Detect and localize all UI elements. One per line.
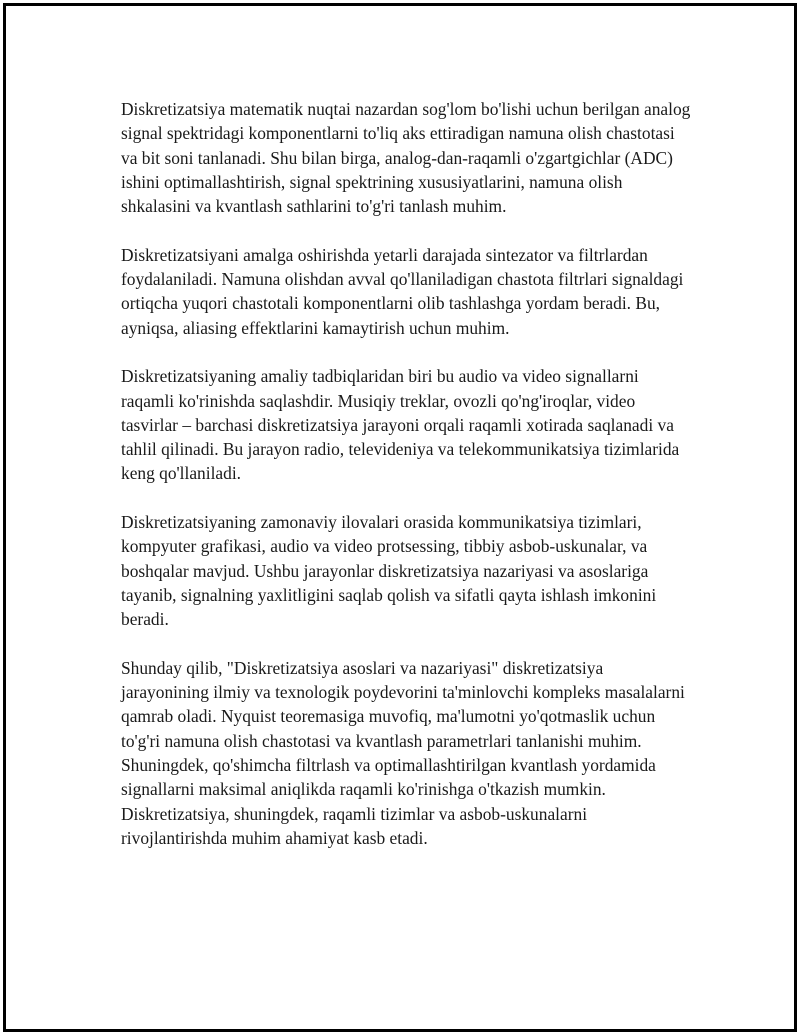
paragraph-2: Diskretizatsiyani amalga oshirishda yetarli darajada sintezator va filtrlardan foydalaniladi. Namuna olishdan avval qo'llaniladigan chastota filtrlari signaldagi ortiqcha yuqori chastotali komponentlarni olib tashlashga yordam beradi. Bu, ayniqsa, aliasing effektlarini kamaytirish uchun muhim. [121, 244, 684, 338]
paragraph-4: Diskretizatsiyaning zamonaviy ilovalari orasida kommunikatsiya tizimlari, kompyuter grafikasi, audio va video protsessing, tibbiy asbob-uskunalar, va boshqalar mavjud. Ushbu jarayonlar diskretizatsiya nazariyasi va asoslariga tayanib, signalning yaxlitligini saqlab qolish va sifatli qayta ishlash imkonini beradi. [121, 512, 657, 630]
document-body [121, 97, 691, 875]
paragraph-1: Diskretizatsiya matematik nuqtai nazardan sog'lom bo'lishi uchun berilgan analog signal spektridagi komponentlarni to'liq aks ettiradigan namuna olish chastotasi va bit soni tanlanadi. Shu bilan birga, analog-dan-raqamli o'zgartgichlar (ADC) ishini optimallashtirish, signal spektrining xususiyatlarini, namuna olish shkalasini va kvantlash sathlarini to'g'ri tanlash muhim. [121, 99, 691, 217]
paragraph-5: Shunday qilib, "Diskretizatsiya asoslari va nazariyasi" diskretizatsiya jarayonining ilmiy va texnologik poydevorini ta'minlovchi kompleks masalalarni qamrab oladi. Nyquist teoremasiga muvofiq, ma'lumotni yo'qotmaslik uchun to'g'ri namuna olish chastotasi va kvantlash parametrlari tanlanishi muhim. Shuningdek, qo'shimcha filtrlash va optimallashtirilgan kvantlash yordamida signallarni maksimal aniqlikda raqamli ko'rinishga o'tkazish mumkin. Diskretizatsiya, shuningdek, raqamli tizimlar va asbob-uskunalarni rivojlantirishda muhim ahamiyat kasb etadi. [121, 657, 685, 848]
paragraph-3: Diskretizatsiyaning amaliy tadbiqlaridan biri bu audio va video signallarni raqamli ko'rinishda saqlashdir. Musiqiy treklar, ovozli qo'ng'iroqlar, video tasvirlar – barchasi diskretizatsiya jarayoni orqali raqamli xotirada saqlanadi va tahlil qilinadi. Bu jarayon radio, televideniya va telekommunikatsiya tizimlarida keng qo'llaniladi. [121, 366, 680, 484]
page-frame [3, 3, 797, 1032]
